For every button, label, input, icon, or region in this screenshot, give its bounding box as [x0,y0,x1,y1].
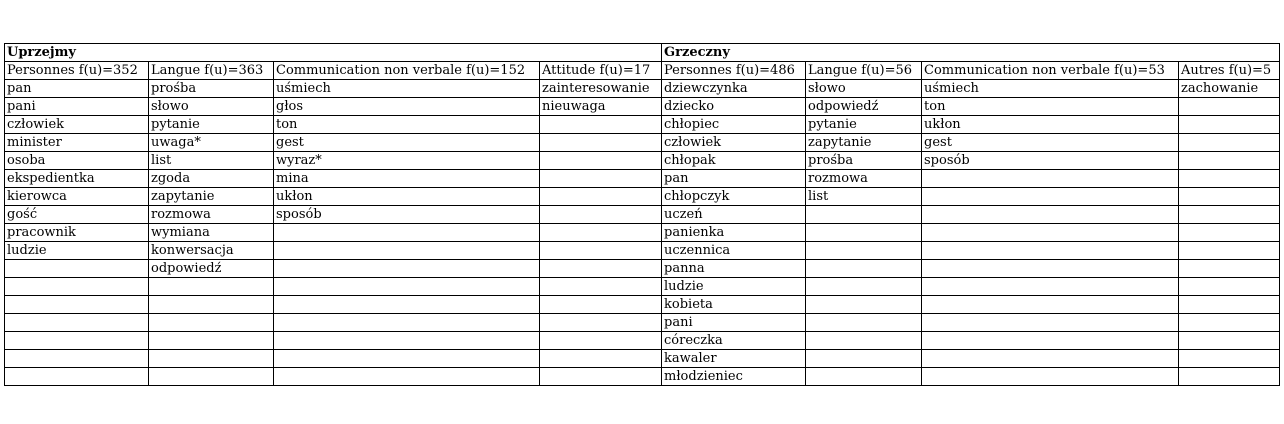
table-cell [1179,350,1280,368]
table-row [5,152,1280,170]
table-row [5,350,1280,368]
table-cell [922,260,1179,278]
table-cell [274,332,540,350]
table-cell: uśmiech [922,80,1179,98]
table-row [5,314,1280,332]
table-cell [274,242,540,260]
table-cell [1179,152,1280,170]
table-cell: ton [922,98,1179,116]
table-cell: pan [5,80,149,98]
table-cell [540,188,662,206]
table-cell [1179,116,1280,134]
table-cell [5,278,149,296]
table-cell: ludzie [662,278,806,296]
table-cell: mina [274,170,540,188]
table-cell: nieuwaga [540,98,662,116]
table-row [5,296,1280,314]
column-header: Personnes f(u)=352 [5,62,149,80]
table-cell [806,224,922,242]
column-header: Communication non verbale f(u)=53 [922,62,1179,80]
table-cell [5,260,149,278]
table-row [5,206,1280,224]
table-cell: list [149,152,274,170]
table-cell: ekspedientka [5,170,149,188]
table-cell [806,314,922,332]
table-cell: człowiek [5,116,149,134]
column-header-row [5,62,1280,80]
table-cell: chłopak [662,152,806,170]
table-row [5,260,1280,278]
table-cell: kawaler [662,350,806,368]
table-cell [1179,296,1280,314]
table-cell: zachowanie [1179,80,1280,98]
table-cell [806,260,922,278]
table-row [5,116,1280,134]
table-cell: sposób [922,152,1179,170]
table-cell [1179,242,1280,260]
table-row [5,332,1280,350]
table-cell: pan [662,170,806,188]
table-cell [922,350,1179,368]
table-cell [806,242,922,260]
table-cell: panna [662,260,806,278]
table-cell [274,224,540,242]
table-cell [540,332,662,350]
table-cell [922,314,1179,332]
table-cell [922,278,1179,296]
table-cell [806,350,922,368]
table-cell [922,332,1179,350]
table-cell: głos [274,98,540,116]
table-cell [806,278,922,296]
table-row [5,224,1280,242]
column-header: Langue f(u)=363 [149,62,274,80]
table-cell: prośba [149,80,274,98]
column-header: Attitude f(u)=17 [540,62,662,80]
table-cell: gest [922,134,1179,152]
table-cell [540,278,662,296]
table-cell: ukłon [922,116,1179,134]
table-body [5,44,1280,386]
table-cell: odpowiedź [806,98,922,116]
table-cell: minister [5,134,149,152]
table-cell [540,242,662,260]
table-cell: rozmowa [806,170,922,188]
table-cell: pytanie [149,116,274,134]
table-cell [1179,368,1280,386]
table-cell: ton [274,116,540,134]
table-cell [806,332,922,350]
table-cell [1179,170,1280,188]
table-cell [806,206,922,224]
column-header: Autres f(u)=5 [1179,62,1280,80]
column-header: Langue f(u)=56 [806,62,922,80]
table-cell: dziecko [662,98,806,116]
table-cell [540,296,662,314]
column-header: Personnes f(u)=486 [662,62,806,80]
table-cell: dziewczynka [662,80,806,98]
table-cell: panienka [662,224,806,242]
table-cell [1179,278,1280,296]
table-cell [5,350,149,368]
table-cell [5,296,149,314]
table-cell [540,224,662,242]
table-cell: list [806,188,922,206]
table-cell: kobieta [662,296,806,314]
table-cell [540,260,662,278]
group-header-uprzejmy: Uprzejmy [5,44,662,62]
table-cell [922,170,1179,188]
table-cell [149,296,274,314]
table-cell [922,242,1179,260]
table-cell: chłopczyk [662,188,806,206]
table-cell: zgoda [149,170,274,188]
table-cell [540,134,662,152]
table-row [5,80,1280,98]
table-cell [1179,98,1280,116]
table-cell: córeczka [662,332,806,350]
table-row [5,98,1280,116]
table-cell: wyraz* [274,152,540,170]
table-cell [274,260,540,278]
table-cell: chłopiec [662,116,806,134]
table-cell [274,314,540,332]
table-cell: pani [5,98,149,116]
table-cell [540,206,662,224]
table-cell [540,116,662,134]
table-row [5,368,1280,386]
table-cell: zapytanie [806,134,922,152]
table-cell: konwersacja [149,242,274,260]
table-row [5,134,1280,152]
table-cell [274,296,540,314]
table-cell [1179,206,1280,224]
table-cell [1179,224,1280,242]
table-cell: pani [662,314,806,332]
table-cell [274,368,540,386]
table-cell [274,278,540,296]
table-cell [1179,188,1280,206]
table-cell [5,332,149,350]
table-cell: pytanie [806,116,922,134]
table-cell [1179,260,1280,278]
table-cell [540,314,662,332]
group-header-row [5,44,1280,62]
table-cell: pracownik [5,224,149,242]
table-cell: wymiana [149,224,274,242]
table-cell: rozmowa [149,206,274,224]
table-cell [5,314,149,332]
table-cell [922,296,1179,314]
table-cell [922,224,1179,242]
table-cell [806,296,922,314]
table-cell [5,368,149,386]
table-cell [540,152,662,170]
table-cell: ludzie [5,242,149,260]
table-cell [922,188,1179,206]
table-cell [149,368,274,386]
table-cell: sposób [274,206,540,224]
word-category-table [4,43,1280,386]
table-cell: zainteresowanie [540,80,662,98]
table-cell [922,206,1179,224]
table-cell [540,368,662,386]
table-cell [1179,314,1280,332]
group-header-grzeczny: Grzeczny [662,44,1280,62]
table-cell [149,332,274,350]
table-cell [806,368,922,386]
table-cell: uwaga* [149,134,274,152]
table-cell: uczeń [662,206,806,224]
table-cell [922,368,1179,386]
table-cell [149,350,274,368]
table-row [5,188,1280,206]
table-cell [1179,134,1280,152]
table-cell: uczennica [662,242,806,260]
table-cell [274,350,540,368]
table-cell: słowo [149,98,274,116]
table-cell: zapytanie [149,188,274,206]
table-cell: kierowca [5,188,149,206]
table-cell: człowiek [662,134,806,152]
table-cell [149,278,274,296]
table-cell: prośba [806,152,922,170]
table-cell [1179,332,1280,350]
table-cell: młodzieniec [662,368,806,386]
table-cell: słowo [806,80,922,98]
table-cell: ukłon [274,188,540,206]
table-cell: odpowiedź [149,260,274,278]
table-row [5,242,1280,260]
table-cell: gość [5,206,149,224]
table-cell: osoba [5,152,149,170]
table-cell [540,350,662,368]
table-cell: gest [274,134,540,152]
table-cell: uśmiech [274,80,540,98]
table-cell [540,170,662,188]
table-cell [149,314,274,332]
table-row [5,278,1280,296]
table-row [5,170,1280,188]
column-header: Communication non verbale f(u)=152 [274,62,540,80]
